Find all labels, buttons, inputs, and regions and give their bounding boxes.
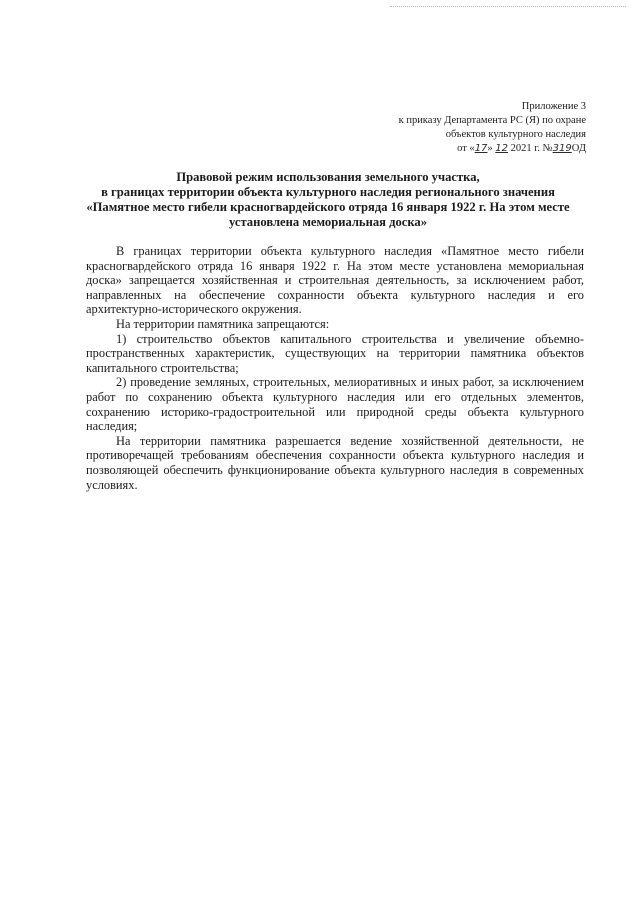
- title-line-2: в границах территории объекта культурного наследия регионального значения: [101, 185, 555, 199]
- title-line-3: «Памятное место гибели красногвардейского отряда 16 января 1922 г. На этом месте: [86, 200, 570, 214]
- paragraph-prohibited-intro: На территории памятника запрещаются:: [116, 316, 330, 331]
- scan-edge-mark: [390, 6, 626, 8]
- paragraph-boundaries: В границах территории объекта культурного наследия «Памятное место гибели красногвардейского отряда 16 января 1922 г. На этом месте установлена мемориальная доска» запрещается хозяйственная и строительная деятельность, за исключением работ, направленных на обеспечение сохранности объекта культурного наследия и его архитектурно-исторического окружения.: [86, 244, 584, 317]
- title-line-4: установлена мемориальная доска»: [228, 215, 428, 229]
- appendix-label: Приложение 3: [521, 101, 586, 112]
- paragraph-prohibition-2: 2) проведение земляных, строительных, мелиоративных и иных работ, за исключением работ по сохранению объекта культурного наследия или его отдельных элементов, сохранению историко-градостроительной или природной среды объекта культурного наследия;: [86, 375, 584, 434]
- order-number-handwritten: 319: [552, 143, 572, 154]
- document-body: [86, 244, 584, 492]
- date-prefix: от «: [457, 143, 475, 154]
- paragraph-permitted: На территории памятника разрешается ведение хозяйственной деятельности, не противоречащей требованиям обеспечения сохранности объекта культурного наследия и позволяющей обеспечить функционирование объекта культурного наследия в современных условиях.: [86, 433, 584, 492]
- order-suffix: ОД: [571, 143, 586, 154]
- document-title: [70, 170, 586, 230]
- paragraph-prohibition-1: 1) строительство объектов капитального строительства и увеличение объемно-пространственных характеристик, существующих на территории памятника объектов капитального строительства;: [86, 331, 584, 375]
- appendix-date-line: [286, 142, 586, 156]
- appendix-header: [286, 100, 586, 156]
- appendix-order-ref: к приказу Департамента РС (Я) по охране: [398, 115, 586, 126]
- date-mid: »: [487, 143, 496, 154]
- date-month-handwritten: 12: [495, 143, 509, 154]
- date-year: 2021 г. №: [508, 143, 553, 154]
- title-line-1: Правовой режим использования земельного участка,: [176, 170, 480, 184]
- appendix-department: объектов культурного наследия: [445, 129, 586, 140]
- date-day-handwritten: 17: [474, 143, 488, 154]
